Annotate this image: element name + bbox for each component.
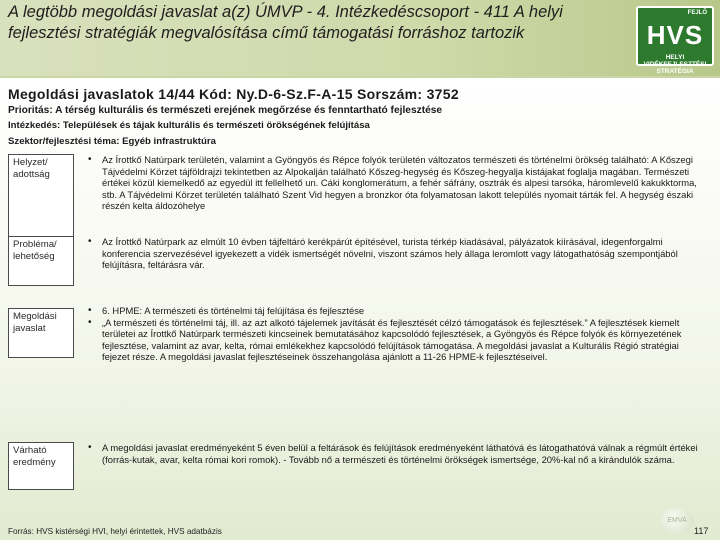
bullet-item: • 6. HPME: A természeti és történelmi táj felújítása és fejlesztése [86,305,704,317]
priority-line: Prioritás: A térség kulturális és természeti erejének megőrzése és fenntartható fejlesztése [8,105,443,116]
label-expected-result: Várható eredmény [8,442,74,490]
source-note: Forrás: HVS kistérségi HVI, helyi érintettek, HVS adatbázis [8,527,222,536]
hvs-logo [636,6,714,75]
bullet-item: • A megoldási javaslat eredményeként 5 éven belül a feltárások és felújítások eredményeként láthatóvá és látogathatóvá válnak a régmúlt értékei (forrás-kutak, avar, kelta római kori romok). - Tovább nő a természeti és történelmi örökségek ismertsége, 20%-kal nő a kirándulók száma. [86,442,704,465]
bullet-item: • Az Írottkő Natúrpark az elmúlt 10 évben tájfeltáró kerékpárút építésével, turista térkép kiadásával, pályázatok kiírásával, idegenforgalmi konferencia szervezésével igyekezett a vidék ismertségét növelni, viszont számos hely állaga leromlott vagy látogathatóság szempontjából felújításra, feltárásra vár. [86,236,704,271]
section-problem [86,236,704,271]
label-problem: Probléma/ lehetőség [8,236,74,286]
intervention-line: Intézkedés: Települések és tájak kulturális és természeti örökségének felújítása [8,120,370,131]
logo-main-text: HVS [646,20,704,50]
emva-logo: EMVA [660,508,694,534]
sector-line: Szektor/fejlesztési téma: Egyéb infrastruktúra [8,136,216,147]
bullet-item: • „A természeti és történelmi táj, ill. az azt alkotó tájelemek javítását és fejlesztését célzó támogatások és fejlesztések.” A fejlesztések kiemelt területei az Írottkő Natúrpark természeti kincseinek bemutatásához kapcsolódó fejlesztések, a Gyöngyös és Répce folyók és környezetének fejlesztése, valamint az avar, kelta, római emlékekhez kapcsolódó felújítások támogatása. A megoldási javaslat a Kulturális Régió stratégiai fejezet része. A megoldási javaslat fejlesztéseinek összehangolása ajánlott a 11-26 HPME-k fejlesztéseivel. [86,317,704,363]
logo-small-text: FEJLŐ [687,10,707,16]
section-situation [86,154,704,212]
bullet-item: • Az Írottkő Natúrpark területén, valamint a Gyöngyös és Répce folyók területén változatos természeti és történelmi örökség található: A Kőszegi Tájvédelmi Körzet tájföldrajzi tekintetben az Alpokalján található Kőszeg-hegység és Kőszeg-hegyalja kistájakat foglalja magában. Természeti értékei közül kiemelkedő az egyedül itt fellelhető un. Cáki konglomerátum, a fehér sáfrány, osztrák és alpesi tarsóka, háromlevelű kakukktorma, stb. A Tájvédelmi Körzet területén található Szent Vid hegyen a bronzkor óta folyamatosan lakott település nyomait tárták fel. A hegység északi részén kelta áldozóhelye [86,154,704,212]
label-solution: Megoldási javaslat [8,308,74,358]
label-situation: Helyzet/ adottság [8,154,74,239]
section-solution [86,305,704,363]
section-expected-result [86,442,704,465]
slide-header [0,0,720,76]
page-number: 117 [694,526,709,536]
document-heading: Megoldási javaslatok 14/44 Kód: Ny.D-6-Sz.F-A-15 Sorszám: 3752 [8,86,459,102]
slide-title: A legtöbb megoldási javaslat a(z) ÚMVP - 4. Intézkedéscsoport - 411 A helyi fejlesztési stratégiák megvalósítása című támogatási forráshoz tartozik [8,3,563,42]
logo-sub-text: HELYI VIDÉKFEJLESZTÉSI STRATÉGIA [643,54,707,75]
